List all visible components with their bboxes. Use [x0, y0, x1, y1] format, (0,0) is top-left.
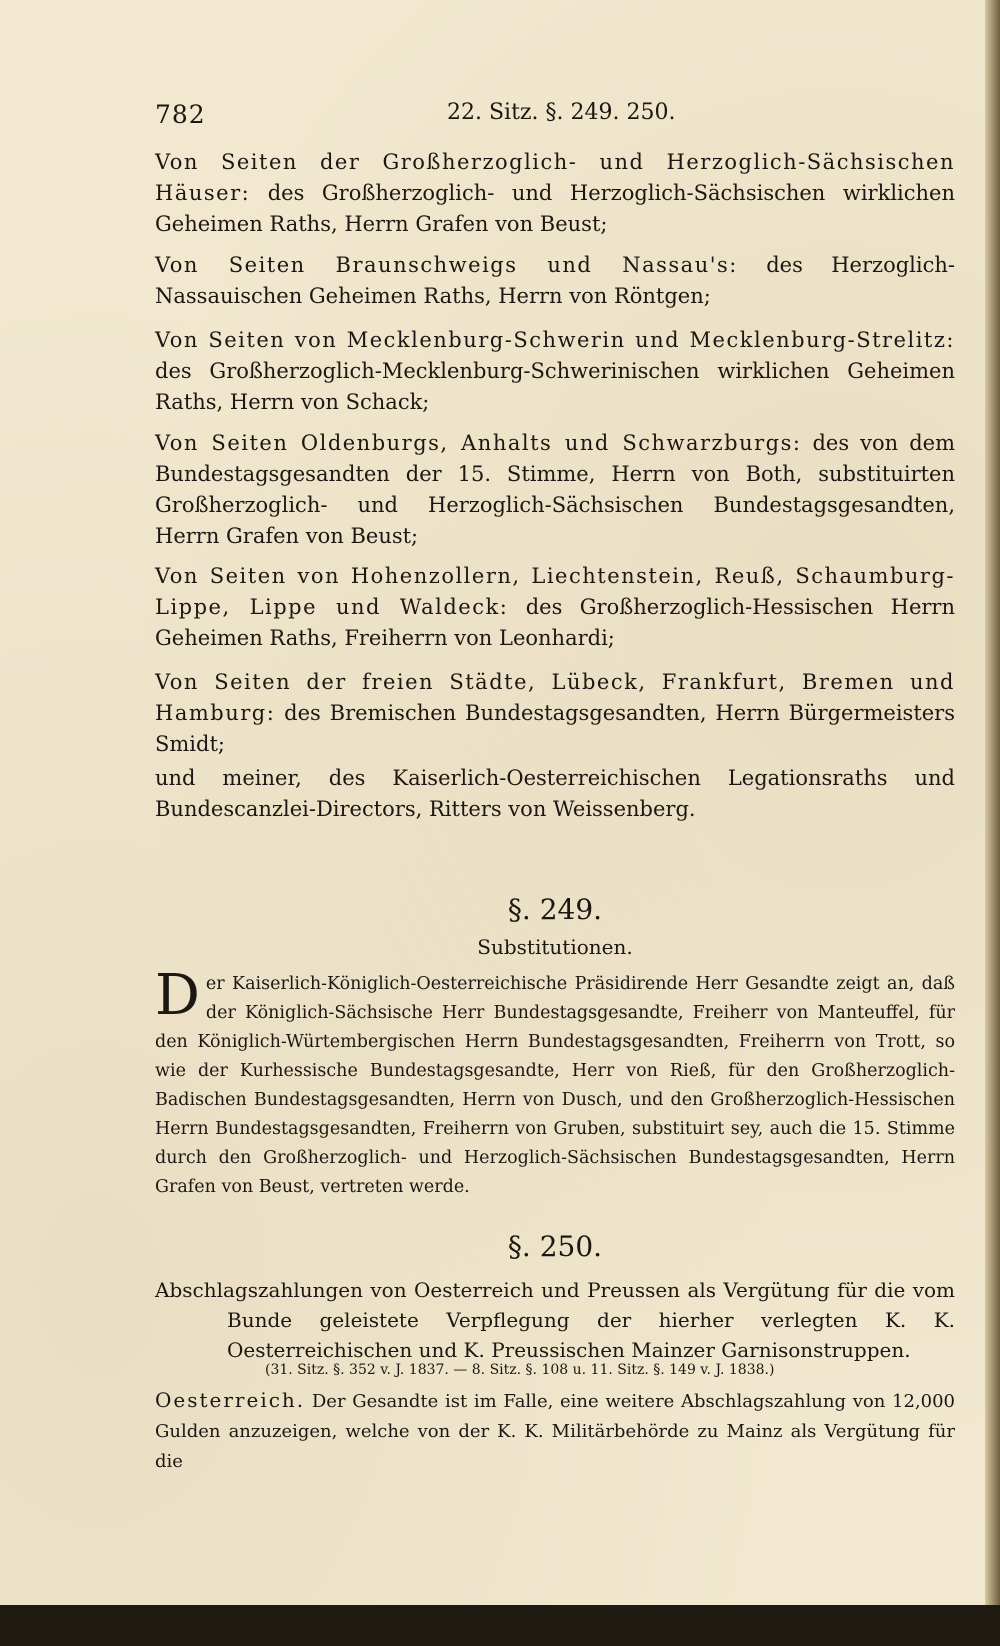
delegation-entry [155, 561, 955, 654]
entry-lead: Von Seiten Oldenburgs, Anhalts und Schwarzburgs: [155, 431, 802, 455]
entry-lead: Von Seiten der Großherzoglich- und Herzoglich-Sächsischen Häuser: [155, 150, 955, 205]
page-edge [985, 0, 1000, 1605]
delegation-entry [155, 763, 955, 825]
delegation-entry [155, 325, 955, 418]
section-249-text: er Kaiserlich-Königlich-Oesterreichische Präsidirende Herr Gesandte zeigt an, daß der Königlich-Sächsische Herr Bundestagsgesandte, Freiherr von Manteuffel, für den Königlich-Würtembergischen Herrn Bundestagsgesandten, Freiherrn von Trott, so wie der Kurhessische Bundestagsgesandte, Herr von Rieß, für den Großherzoglich-Badischen Bundestagsgesandten, Herrn von Dusch, und den Großherzoglich-Hessischen Herrn Bundestagsgesandten, Freiherrn von Gruben, substituirt sey, auch die 15. Stimme durch den Großherzoglich- und Herzoglich-Sächsischen Bundestagsgesandten, Herrn Grafen von Beust, vertreten werde. [155, 974, 955, 1197]
entry-lead: Von Seiten von Mecklenburg-Schwerin und Mecklenburg-Strelitz: [155, 328, 955, 352]
entry-text: des Großherzoglich-Mecklenburg-Schwerinischen wirklichen Geheimen Raths, Herrn von Schack; [155, 359, 955, 414]
section-heading-249: §. 249. [507, 893, 603, 926]
running-head: 22. Sitz. §. 249. 250. [447, 100, 676, 125]
citation: (31. Sitz. §. 352 v. J. 1837. — 8. Sitz. §. 108 u. 11. Sitz. §. 149 v. J. 1838.) [265, 1362, 775, 1378]
entry-text: und meiner, des Kaiserlich-Oesterreichischen Legationsraths und Bundescanzlei-Directors, Ritters von Weissenberg. [155, 766, 955, 821]
state-label: Oesterreich. [155, 1388, 306, 1412]
section-249-body [155, 963, 955, 1202]
delegation-entry [155, 667, 955, 760]
entry-text: des Großherzoglich- und Herzoglich-Sächsischen wirklichen Geheimen Raths, Herrn Grafen von Beust; [155, 181, 955, 236]
delegation-entry [155, 250, 955, 312]
entry-lead: Von Seiten von Hohenzollern, Liechtenstein, Reuß, Schaumburg-Lippe, Lippe und Waldeck: [155, 564, 955, 619]
delegation-entry [155, 428, 955, 552]
delegation-entry [155, 147, 955, 240]
section-250-text: Der Gesandte ist im Falle, eine weitere Abschlagszahlung von 12,000 Gulden anzuzeigen, welche von der K. K. Militärbehörde zu Mainz als Vergütung für die [155, 1391, 955, 1472]
entry-text: des Bremischen Bundestagsgesandten, Herrn Bürgermeisters Smidt; [155, 701, 955, 756]
page-header [155, 100, 955, 136]
entry-lead: Von Seiten der freien Städte, Lübeck, Frankfurt, Bremen und Hamburg: [155, 670, 955, 725]
scan-bottom-band [0, 1605, 1000, 1646]
page-number: 782 [155, 100, 206, 129]
entry-text: des Herzoglich-Nassauischen Geheimen Raths, Herrn von Röntgen; [155, 253, 955, 308]
entry-text: des von dem Bundestagsgesandten der 15. Stimme, Herrn von Both, substituirten Großherzoglich- und Herzoglich-Sächsischen Bundestagsgesandten, Herrn Grafen von Beust; [155, 431, 955, 548]
section-subtitle-249: Substitutionen. [477, 935, 633, 959]
entry-text: des Großherzoglich-Hessischen Herrn Geheimen Raths, Freiherrn von Leonhardi; [155, 595, 956, 650]
drop-cap: D [155, 963, 200, 1028]
section-heading-250: §. 250. [507, 1230, 603, 1263]
section-250-body [155, 1385, 955, 1477]
entry-lead: Von Seiten Braunschweigs und Nassau's: [155, 253, 738, 277]
section-250-title: Abschlagszahlungen von Oesterreich und Preussen als Vergütung für die vom Bunde geleistete Verpflegung der hierher verlegten K. K. Oesterreichischen und K. Preussischen Mainzer Garnisonstruppen. [155, 1278, 955, 1362]
